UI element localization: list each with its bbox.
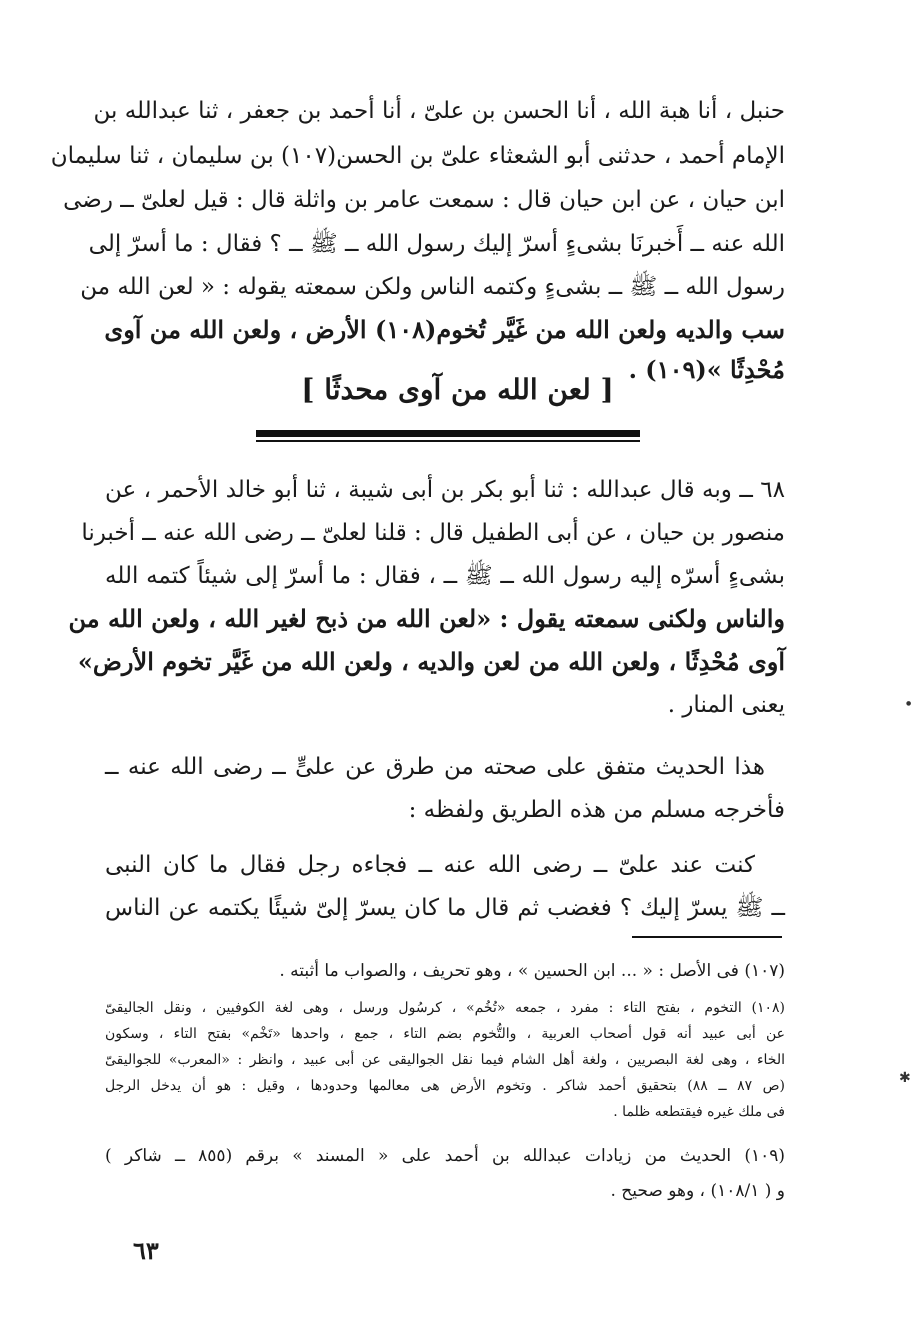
text-line: حنبل ، أنا هبة الله ، أنا الحسن بن علىّ ، أنا أحمد بن جعفر ، ثنا عبدالله بن: [93, 98, 785, 124]
page-number: ٦٣: [133, 1236, 159, 1265]
heading-rule-thin: [256, 440, 640, 442]
text-line: هذا الحديث متفق على صحته من طرق عن علىٍّ ــ رضى الله عنه ــ: [105, 754, 765, 780]
text-line: والناس ولكنى سمعته يقول : «لعن الله من ذبح لغير الله ، ولعن الله من: [68, 604, 785, 633]
text-line: رسول الله ــ ﷺ ــ بشىءٍ وكتمه الناس ولكن سمعته يقوله : « لعن الله من: [80, 274, 785, 300]
footnote-108-line: الخاء ، وهى لغة البصريين ، ولغة أهل الشام فيما نقل الجواليقى عن أبى عبيد ، وانظر : «المعرب» للجواليقىّ: [105, 1052, 785, 1068]
text-line: ابن حيان ، عن ابن حيان قال : سمعت عامر بن واثلة قال : قيل لعلىّ ــ رضى: [63, 187, 785, 213]
text-line: الله عنه ــ أَخبرنَا بشىءٍ أسرّ إليك رسول الله ــ ﷺ ــ ؟ فقال : ما أسرّ إلى: [88, 231, 785, 257]
section-heading: [ لعن الله من آوى محدثًا ]: [301, 373, 614, 406]
text-line: سب والديه ولعن الله من غَيَّر تُخوم(١٠٨) الأرض ، ولعن الله من آوى: [104, 315, 785, 344]
footnote-107: (١٠٧) فى الأصل : « ... ابن الحسين » ، وهو تحريف ، والصواب ما أثبته .: [279, 961, 785, 981]
text-line: منصور بن حيان ، عن أبى الطفيل قال : قلنا لعلىّ ــ رضى الله عنه ــ أخبرنا: [81, 520, 785, 546]
footnote-109-line: (١٠٩) الحديث من زيادات عبدالله بن أحمد على « المسند » برقم (٨٥٥ ــ شاكر ): [105, 1146, 786, 1166]
footnote-108-line: فى ملك غيره فيقتطعه ظلما .: [613, 1104, 785, 1120]
heading-rule: [256, 430, 640, 437]
scan-speck: ●: [906, 700, 912, 707]
footnote-108-line: (١٠٨) التخوم ، بفتح التاء : مفرد ، جمعه «تُخُم» ، كرسُول ورسل ، وهى لغة الكوفيين ، ونقل الجاليقىّ: [105, 1000, 785, 1016]
text-line: ٦٨ ــ وبه قال عبدالله : ثنا أبو بكر بن أبى شيبة ، ثنا أبو خالد الأحمر ، عن: [105, 477, 785, 503]
footnote-109-line: و ( ١٠٨/١) ، وهو صحيح .: [610, 1181, 785, 1201]
text-line: ــ ﷺ يسرّ إليك ؟ فغضب ثم قال ما كان يسرّ إلىّ شيئًا يكتمه عن الناس: [105, 895, 785, 921]
text-line: مُحْدِثًا »(١٠٩) .: [628, 355, 785, 384]
footnote-108-line: عن أبى عبيد أنه قول أصحاب العربية ، والتُّخوم بضم التاء ، جمع ، واحدها «تَخْم» بفتح التاء ، وسكون: [105, 1026, 785, 1042]
footnote-108-line: (ص ٨٧ ــ ٨٨) بتحقيق أحمد شاكر . وتخوم الأرض هى معالمها وحدودها ، وقيل : هو أن يدخل الرجل: [105, 1078, 786, 1094]
text-line: كنت عند علىّ ــ رضى الله عنه ــ فجاءه رجل فقال ما كان النبى: [105, 852, 755, 878]
text-line: فأخرجه مسلم من هذه الطريق ولفظه :: [408, 797, 785, 823]
text-line: بشىءٍ أسرّه إليه رسول الله ــ ﷺ ــ ، فقال : ما أسرّ إلى شيئاً كتمه الله: [105, 563, 785, 589]
text-line: يعنى المنار .: [667, 692, 785, 718]
footnote-separator: [632, 936, 782, 938]
scan-speck: ✱: [899, 1070, 911, 1086]
text-line: الإمام أحمد ، حدثنى أبو الشعثاء علىّ بن الحسن(١٠٧) بن سليمان ، ثنا سليمان: [50, 143, 785, 169]
text-line: آوى مُحْدِثًا ، ولعن الله من لعن والديه ، ولعن الله من غَيَّر تخوم الأرض»: [77, 647, 785, 676]
